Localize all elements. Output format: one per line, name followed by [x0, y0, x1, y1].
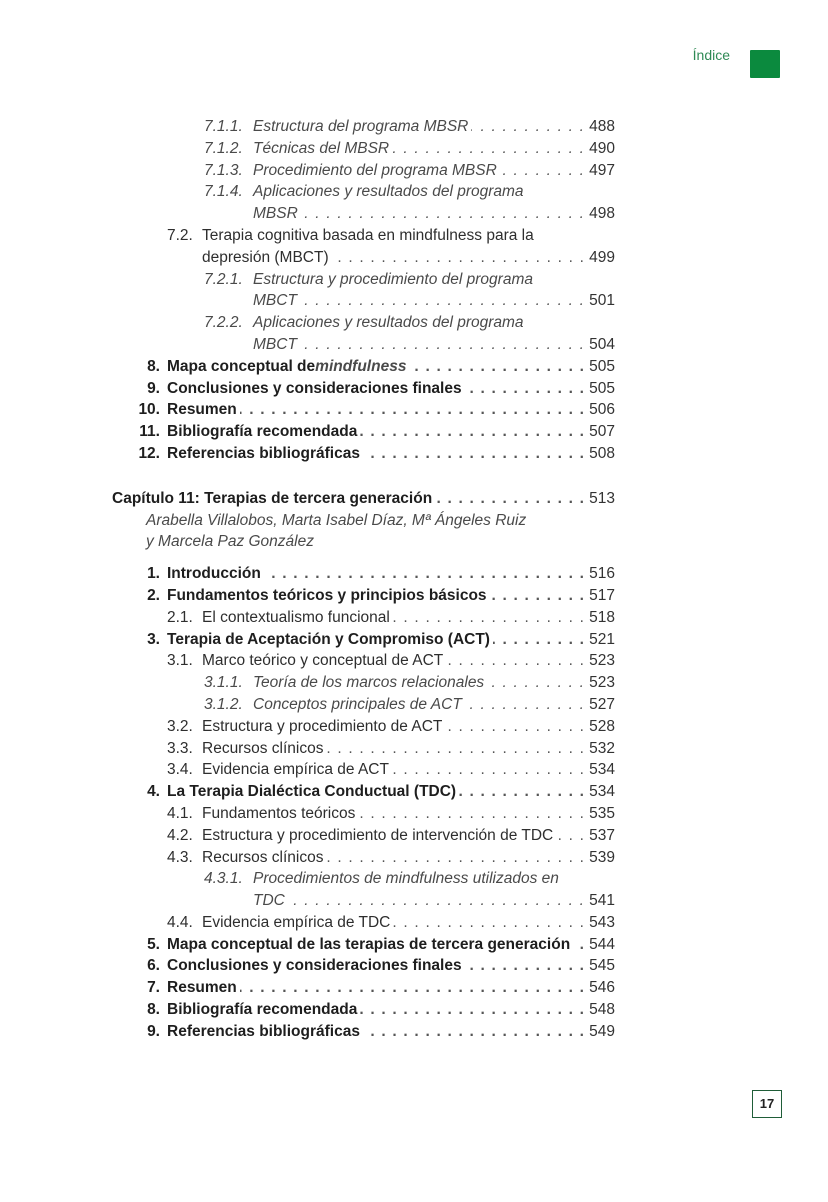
- entry-body: [167, 977, 615, 999]
- dot-leader: [393, 912, 585, 934]
- toc-entry-continuation[interactable]: [0, 290, 828, 312]
- entry-body: [253, 138, 615, 160]
- entry-page: 534: [589, 783, 615, 801]
- toc-entry[interactable]: [0, 312, 828, 334]
- entry-body: [167, 421, 615, 443]
- entry-body: [202, 803, 615, 825]
- entry-body: [253, 890, 615, 912]
- entry-title: Recursos clínicos: [202, 848, 324, 866]
- dot-leader: [326, 738, 585, 760]
- toc-entry[interactable]: [0, 443, 828, 465]
- dot-leader: [301, 203, 585, 225]
- entry-page: 517: [589, 586, 615, 604]
- dot-leader: [363, 1021, 585, 1043]
- entry-page: 521: [589, 630, 615, 648]
- dot-leader: [363, 443, 585, 465]
- dot-leader: [360, 421, 585, 443]
- dot-leader: [465, 955, 586, 977]
- entry-number: 7.: [147, 979, 160, 997]
- entry-body: [202, 716, 615, 738]
- dot-leader: [500, 160, 585, 182]
- toc-entry[interactable]: [0, 629, 828, 651]
- dot-leader: [240, 977, 585, 999]
- toc-entry[interactable]: [0, 803, 828, 825]
- toc-entry[interactable]: [0, 694, 828, 716]
- entry-page: 528: [589, 717, 615, 735]
- entry-page: 505: [589, 357, 615, 375]
- dot-leader: [446, 650, 585, 672]
- entry-title: Referencias bibliográficas: [167, 444, 360, 462]
- dot-leader: [392, 759, 585, 781]
- entry-body: [167, 563, 615, 585]
- entry-number: 9.: [147, 379, 160, 397]
- entry-body: [202, 825, 615, 847]
- entry-number: 8.: [147, 357, 160, 375]
- toc-entry[interactable]: [0, 116, 828, 138]
- entry-page: 506: [589, 401, 615, 419]
- entry-number: 7.2.: [167, 226, 193, 244]
- table-of-contents: [0, 116, 828, 1043]
- entry-body: [253, 868, 615, 890]
- entry-number: 5.: [147, 935, 160, 953]
- entry-page: 546: [589, 979, 615, 997]
- toc-entry[interactable]: [0, 607, 828, 629]
- toc-entry[interactable]: [0, 934, 828, 956]
- page-number: 17: [752, 1090, 782, 1118]
- entry-number: 4.: [147, 783, 160, 801]
- entry-title: La Terapia Dialéctica Conductual (TDC): [167, 783, 457, 801]
- entry-page: 541: [589, 892, 615, 910]
- entry-title: El contextualismo funcional: [202, 608, 390, 626]
- chapter-authors: [0, 531, 828, 553]
- entry-body: [253, 334, 615, 356]
- entry-page: 548: [589, 1001, 615, 1019]
- toc-entry[interactable]: [0, 999, 828, 1021]
- entry-page: 488: [589, 118, 615, 135]
- entry-number: 3.1.2.: [204, 695, 243, 713]
- entry-page: 507: [589, 423, 615, 441]
- toc-entry[interactable]: [0, 563, 828, 585]
- entry-number: 3.: [147, 630, 160, 648]
- entry-body: [202, 225, 615, 247]
- dot-leader: [264, 563, 585, 585]
- toc-entry[interactable]: [0, 269, 828, 291]
- toc-entry[interactable]: [0, 738, 828, 760]
- entry-title: Introducción: [167, 565, 261, 583]
- entry-page: 523: [589, 674, 615, 692]
- entry-body: [167, 999, 615, 1021]
- entry-page: 543: [589, 913, 615, 931]
- toc-entry[interactable]: [0, 759, 828, 781]
- entry-body: [253, 160, 615, 182]
- entry-title: Teoría de los marcos relacionales: [253, 674, 485, 692]
- entry-title: Estructura del programa MBSR: [253, 118, 469, 135]
- dot-leader: [573, 934, 585, 956]
- entry-number: 10.: [138, 401, 160, 419]
- entry-number: 4.3.: [167, 848, 193, 866]
- entry-page: 532: [589, 739, 615, 757]
- entry-body: [167, 399, 615, 421]
- entry-title-continuation: MBCT: [253, 292, 297, 310]
- toc-entry[interactable]: [0, 955, 828, 977]
- entry-page: 497: [589, 161, 615, 179]
- entry-title-continuation: MBCT: [253, 335, 297, 353]
- toc-entry-continuation[interactable]: [0, 247, 828, 269]
- toc-part-2: [0, 563, 828, 1043]
- dot-leader: [326, 847, 585, 869]
- section-color-tab: [750, 50, 780, 78]
- entry-page: 505: [589, 379, 615, 397]
- entry-body: [202, 650, 615, 672]
- entry-number: 2.1.: [167, 608, 193, 626]
- entry-number: 4.1.: [167, 804, 193, 822]
- entry-title: Conclusiones y consideraciones finales: [167, 957, 462, 975]
- entry-number: 7.1.3.: [204, 161, 243, 179]
- toc-entry[interactable]: [0, 225, 828, 247]
- toc-entry[interactable]: [0, 847, 828, 869]
- toc-entry[interactable]: [0, 650, 828, 672]
- toc-entry[interactable]: [0, 585, 828, 607]
- entry-number: 11.: [139, 423, 160, 441]
- entry-number: 3.1.: [167, 652, 193, 670]
- toc-entry[interactable]: [0, 399, 828, 421]
- entry-body: [167, 585, 615, 607]
- entry-page: 516: [589, 565, 615, 583]
- entry-number: 7.1.1.: [204, 118, 243, 135]
- entry-number: 8.: [147, 1001, 160, 1019]
- dot-leader: [435, 488, 585, 510]
- chapter-title: Capítulo 11: Terapias de tercera generación: [112, 489, 433, 507]
- entry-body: [202, 247, 615, 269]
- entry-title: Estructura y procedimiento de ACT: [202, 717, 443, 735]
- toc-entry[interactable]: [0, 672, 828, 694]
- entry-number: 6.: [147, 957, 160, 975]
- entry-page: 544: [589, 935, 615, 953]
- dot-leader: [393, 607, 585, 629]
- entry-title: Fundamentos teóricos y principios básicos: [167, 586, 487, 604]
- dot-leader: [392, 138, 585, 160]
- entry-body: [253, 694, 615, 716]
- entry-body: [202, 738, 615, 760]
- entry-page: 501: [589, 292, 615, 310]
- entry-title-continuation: MBSR: [253, 205, 298, 223]
- entry-body: [167, 443, 615, 465]
- entry-body: [202, 847, 615, 869]
- dot-leader: [490, 585, 586, 607]
- entry-title: Resumen: [167, 401, 237, 419]
- entry-body: [253, 672, 615, 694]
- entry-title: Referencias bibliográficas: [167, 1022, 360, 1040]
- entry-number: 7.2.2.: [204, 314, 243, 332]
- entry-page: 537: [589, 826, 615, 844]
- entry-body: [253, 181, 615, 203]
- entry-body: [253, 116, 615, 138]
- entry-body: [253, 269, 615, 291]
- entry-title: Evidencia empírica de TDC: [202, 913, 391, 931]
- entry-body: [167, 629, 615, 651]
- toc-entry-continuation[interactable]: [0, 203, 828, 225]
- entry-number: 1.: [147, 565, 160, 583]
- dot-leader: [471, 116, 585, 138]
- dot-leader: [358, 803, 585, 825]
- entry-title: Terapia cognitiva basada en mindfulness para la: [202, 226, 534, 244]
- entry-page: 523: [589, 652, 615, 670]
- entry-title: Terapia de Aceptación y Compromiso (ACT): [167, 630, 490, 648]
- entry-number: 3.1.1.: [204, 674, 243, 692]
- entry-number: 4.2.: [167, 826, 193, 844]
- entry-number: 12.: [138, 444, 160, 462]
- chapter-page: 513: [589, 489, 615, 507]
- dot-leader: [300, 334, 585, 356]
- entry-title: Bibliografía recomendada: [167, 1001, 358, 1019]
- authors-line: Arabella Villalobos, Marta Isabel Díaz, Mª Ángeles Ruiz: [146, 511, 527, 529]
- toc-entry[interactable]: [0, 138, 828, 160]
- entry-number: 3.4.: [167, 761, 193, 779]
- entry-title: Conclusiones y consideraciones finales: [167, 379, 462, 397]
- toc-entry[interactable]: [0, 421, 828, 443]
- entry-title: Evidencia empírica de ACT: [202, 761, 389, 779]
- entry-body: [167, 356, 615, 378]
- entry-page: 545: [589, 957, 615, 975]
- dot-leader: [487, 672, 585, 694]
- toc-entry-continuation[interactable]: [0, 890, 828, 912]
- section-title: Índice: [692, 47, 730, 63]
- toc-entry[interactable]: [0, 825, 828, 847]
- authors-line: y Marcela Paz González: [146, 533, 314, 551]
- dot-leader: [465, 694, 585, 716]
- toc-entry[interactable]: [0, 781, 828, 803]
- toc-entry[interactable]: [0, 181, 828, 203]
- entry-number: 3.3.: [167, 739, 193, 757]
- toc-entry[interactable]: [0, 716, 828, 738]
- entry-title: Mapa conceptual de las terapias de tercera generación: [167, 935, 571, 953]
- entry-number: 4.4.: [167, 913, 193, 931]
- entry-title-continuation: depresión (MBCT): [202, 248, 329, 266]
- entry-page: 534: [589, 761, 615, 779]
- entry-number: 7.1.4.: [204, 183, 243, 201]
- toc-entry-continuation[interactable]: [0, 334, 828, 356]
- entry-title: Bibliografía recomendada: [167, 423, 358, 441]
- entry-body: [202, 912, 615, 934]
- entry-number: 4.3.1.: [204, 870, 243, 888]
- dot-leader: [288, 890, 585, 912]
- entry-title-continuation: TDC: [253, 892, 285, 910]
- entry-body: [253, 290, 615, 312]
- entry-body: [202, 607, 615, 629]
- entry-title: Procedimientos de mindfulness utilizados en: [253, 870, 559, 888]
- entry-body: [253, 312, 615, 334]
- entry-page: 490: [589, 139, 615, 157]
- toc-entry[interactable]: [0, 977, 828, 999]
- entry-title: Conceptos principales de ACT: [253, 695, 462, 713]
- entry-page: 504: [589, 335, 615, 353]
- entry-title: Resumen: [167, 979, 237, 997]
- dot-leader: [240, 399, 585, 421]
- entry-title: Estructura y procedimiento de intervención de TDC: [202, 826, 554, 844]
- entry-title: Procedimiento del programa MBSR: [253, 161, 497, 179]
- entry-page: 539: [589, 848, 615, 866]
- dot-leader: [465, 378, 586, 400]
- dot-leader: [360, 999, 585, 1021]
- entry-title: Técnicas del MBSR: [253, 139, 390, 157]
- entry-body: [253, 203, 615, 225]
- entry-body: [167, 1021, 615, 1043]
- dot-leader: [556, 825, 585, 847]
- dot-leader: [459, 781, 585, 803]
- entry-title: Marco teórico y conceptual de ACT: [202, 652, 444, 670]
- entry-number: 3.2.: [167, 717, 193, 735]
- toc-entry[interactable]: [0, 378, 828, 400]
- entry-title: Fundamentos teóricos: [202, 804, 356, 822]
- entry-title: Aplicaciones y resultados del programa: [253, 314, 524, 332]
- entry-body: [167, 781, 615, 803]
- entry-page: 527: [589, 695, 615, 713]
- entry-title: Aplicaciones y resultados del programa: [253, 183, 524, 201]
- toc-entry[interactable]: [0, 356, 828, 378]
- chapter-heading[interactable]: [0, 488, 828, 510]
- entry-body: [167, 934, 615, 956]
- entry-page: 499: [589, 248, 615, 266]
- entry-body: [167, 955, 615, 977]
- entry-title-emphasis: mindfulness: [315, 357, 407, 375]
- entry-title: Estructura y procedimiento del programa: [253, 270, 533, 288]
- entry-title: Mapa conceptual de: [167, 357, 316, 375]
- chapter-authors: [0, 510, 828, 532]
- entry-page: 498: [589, 205, 615, 223]
- entry-number: 7.1.2.: [204, 139, 243, 157]
- toc-entry[interactable]: [0, 912, 828, 934]
- toc-entry[interactable]: [0, 868, 828, 890]
- entry-title: Recursos clínicos: [202, 739, 324, 757]
- entry-body: [202, 759, 615, 781]
- dot-leader: [493, 629, 585, 651]
- entry-page: 549: [589, 1022, 615, 1040]
- entry-body: [167, 378, 615, 400]
- dot-leader: [300, 290, 585, 312]
- entry-number: 9.: [147, 1022, 160, 1040]
- entry-number: 7.2.1.: [204, 270, 243, 288]
- entry-page: 535: [589, 804, 615, 822]
- entry-page: 508: [589, 444, 615, 462]
- entry-page: 518: [589, 608, 615, 626]
- toc-entry[interactable]: [0, 1021, 828, 1043]
- toc-entry[interactable]: [0, 160, 828, 182]
- entry-number: 2.: [147, 586, 160, 604]
- dot-leader: [445, 716, 585, 738]
- dot-leader: [409, 356, 585, 378]
- dot-leader: [332, 247, 586, 269]
- toc-part-1: [0, 116, 828, 465]
